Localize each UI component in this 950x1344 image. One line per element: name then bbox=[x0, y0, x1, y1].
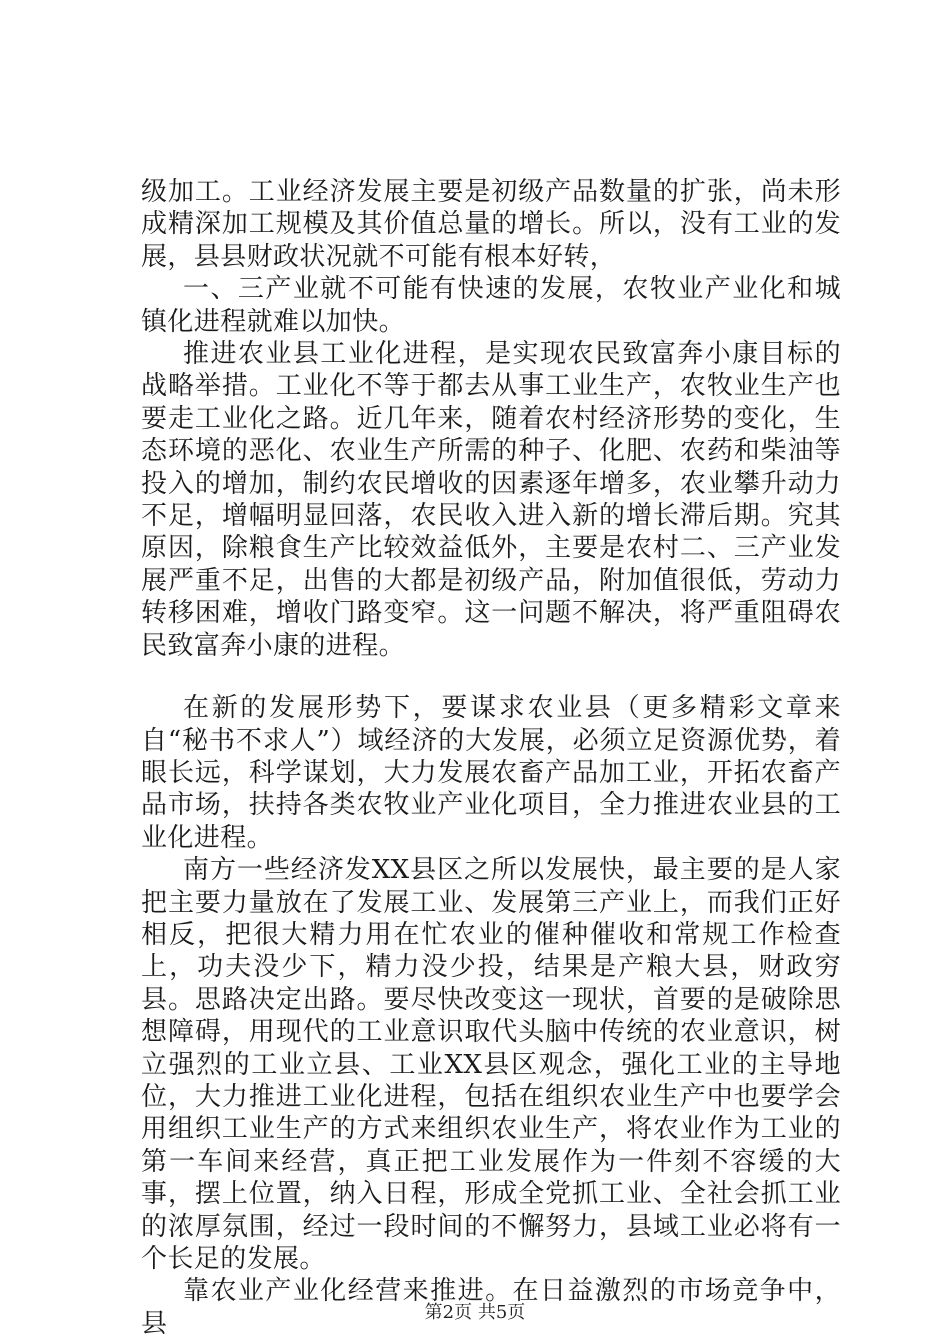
page-number-footer: 第2页 共5页 bbox=[424, 1302, 526, 1323]
body-paragraph: 在新的发展形势下，要谋求农业县（更多精彩文章来自“秘书不求人”）域经济的大发展，必须立足资源优势，着眼长远，科学谋划，大力发展农畜产品加工业，开拓农畜产品市场，扶持各类农牧业产业化项目，全力推进农业县的工业化进程。 bbox=[141, 693, 841, 853]
document-body bbox=[141, 176, 841, 1340]
body-paragraph: 一、三产业就不可能有快速的发展，农牧业产业化和城镇化进程就难以加快。 bbox=[141, 274, 841, 337]
body-paragraph: 南方一些经济发XX县区之所以发展快，最主要的是人家把主要力量放在了发展工业、发展第三产业上，而我们正好相反，把很大精力用在忙农业的催种催收和常规工作检查上，功夫没少下，精力没少投，结果是产粮大县，财政穷县。思路决定出路。要尽快改变这一现状，首要的是破除思想障碍，用现代的工业意识取代头脑中传统的农业意识，树立强烈的工业立县、工业XX县区观念，强化工业的主导地位，大力推进工业化进程，包括在组织农业生产中也要学会用组织工业生产的方式来组织农业生产，将农业作为工业的第一车间来经营，真正把工业发展作为一件刻不容缓的大事，摆上位置，纳入日程，形成全党抓工业、全社会抓工业的浓厚氛围，经过一段时间的不懈努力，县域工业必将有一个长足的发展。 bbox=[141, 855, 841, 1274]
body-paragraph: 靠农业产业化经营来推进。在日益激烈的市场竞争中，县 bbox=[141, 1276, 841, 1339]
body-paragraph: 推进农业县工业化进程，是实现农民致富奔小康目标的战略举措。工业化不等于都去从事工业生产，农牧业生产也要走工业化之路。近几年来，随着农村经济形势的变化，生态环境的恶化、农业生产所需的种子、化肥、农药和柴油等投入的增加，制约农民增收的因素逐年增多，农业攀升动力不足，增幅明显回落，农民收入进入新的增长滞后期。究其原因，除粮食生产比较效益低外，主要是农村二、三产业发展严重不足，出售的大都是初级产品，附加值很低，劳动力转移困难，增收门路变窄。这一问题不解决，将严重阻碍农民致富奔小康的进程。 bbox=[141, 339, 841, 661]
body-paragraph: 级加工。工业经济发展主要是初级产品数量的扩张，尚未形成精深加工规模及其价值总量的增长。所以，没有工业的发展，县县财政状况就不可能有根本好转， bbox=[141, 177, 841, 272]
